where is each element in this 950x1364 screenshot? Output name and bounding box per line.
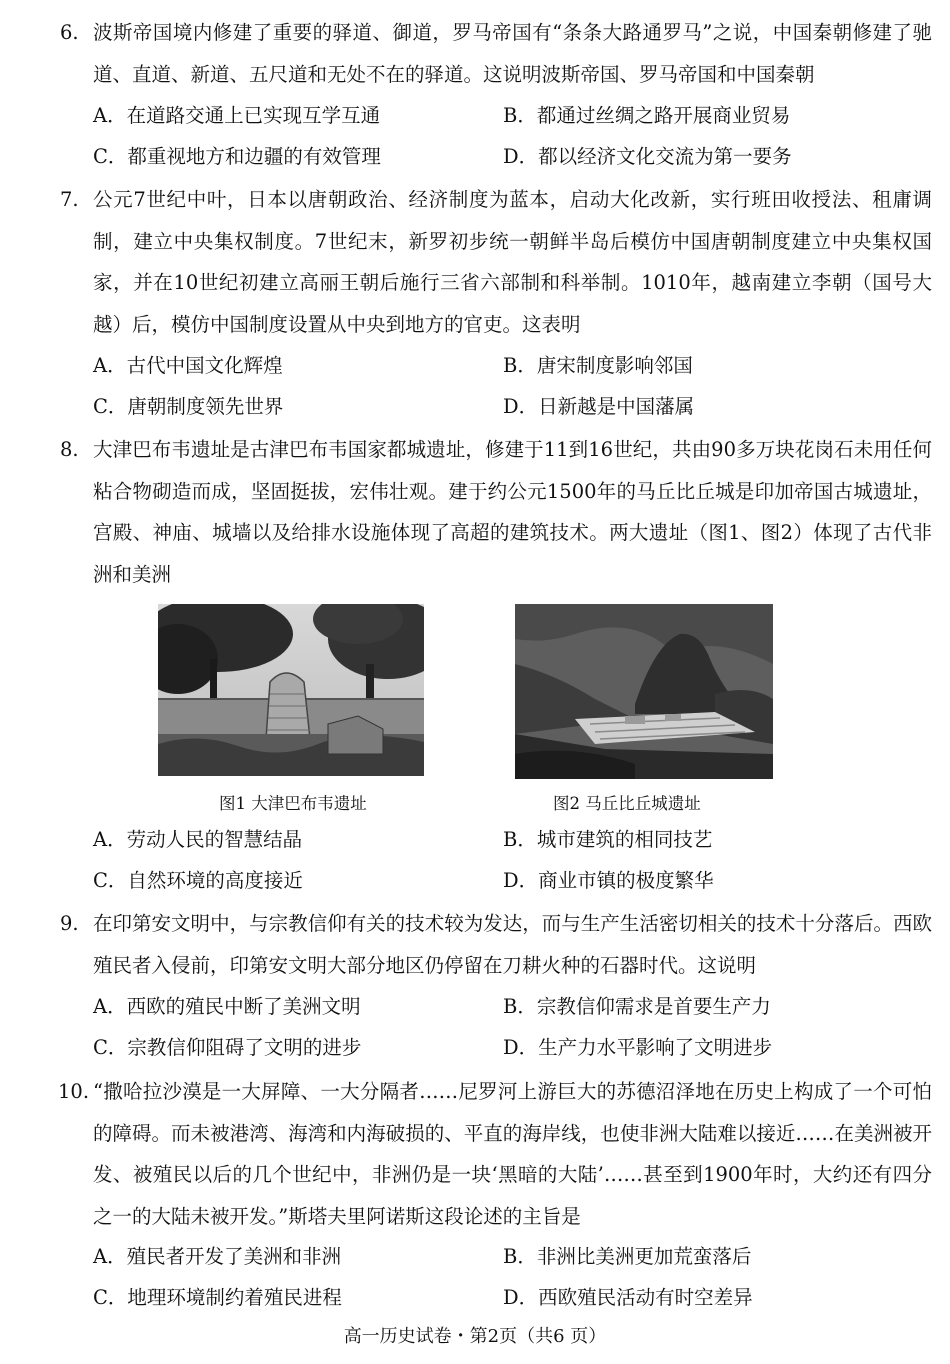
question-number: 9.: [60, 912, 79, 935]
option-c[interactable]: C．地理环境制约着殖民进程: [93, 1286, 342, 1309]
option-c[interactable]: C．自然环境的高度接近: [93, 869, 303, 892]
question-9: [60, 903, 932, 986]
option-a[interactable]: A．西欧的殖民中断了美洲文明: [93, 995, 361, 1018]
question-stem: 在印第安文明中，与宗教信仰有关的技术较为发达，而与生产生活密切相关的技术十分落后。西欧殖民者入侵前，印第安文明大部分地区仍停留在刀耕火种的石器时代。这说明: [93, 912, 932, 977]
question-8: [60, 429, 932, 595]
question-6: [60, 12, 932, 95]
option-c[interactable]: C．都重视地方和边疆的有效管理: [93, 145, 381, 168]
option-a[interactable]: A．古代中国文化辉煌: [93, 354, 283, 377]
figure-2-machu-picchu-photo: [515, 604, 773, 779]
question-stem: 公元7世纪中叶，日本以唐朝政治、经济制度为蓝本，启动大化改新，实行班田收授法、租庸调制，建立中央集权制度。7世纪末，新罗初步统一朝鲜半岛后模仿中国唐朝制度建立中央集权国家，并在10世纪初建立高丽王朝后施行三省六部制和科举制。1010年，越南建立李朝（国号大越）后，模仿中国制度设置从中央到地方的官吏。这表明: [93, 188, 932, 336]
option-b[interactable]: B．城市建筑的相同技艺: [503, 828, 713, 851]
question-number: 8.: [60, 438, 79, 461]
option-b[interactable]: B．宗教信仰需求是首要生产力: [503, 995, 771, 1018]
figure-1-great-zimbabwe-photo: [158, 604, 424, 776]
question-number: 7.: [60, 188, 79, 211]
figure-2-caption: 图2 马丘比丘城遗址: [553, 794, 701, 813]
option-b[interactable]: B．都通过丝绸之路开展商业贸易: [503, 104, 791, 127]
option-b[interactable]: B．唐宋制度影响邻国: [503, 354, 693, 377]
option-b[interactable]: B．非洲比美洲更加荒蛮落后: [503, 1245, 752, 1268]
option-c[interactable]: C．宗教信仰阻碍了文明的进步: [93, 1036, 362, 1059]
option-a[interactable]: A．在道路交通上已实现互学互通: [93, 104, 381, 127]
option-d[interactable]: D．都以经济文化交流为第一要务: [503, 145, 792, 168]
question-number: 10.: [58, 1080, 90, 1103]
figure-1-caption: 图1 大津巴布韦遗址: [219, 794, 367, 813]
option-d[interactable]: D．生产力水平影响了文明进步: [503, 1036, 773, 1059]
page-footer: 高一历史试卷・第2页（共6 页）: [343, 1326, 607, 1347]
question-number: 6.: [60, 21, 79, 44]
question-7: [60, 179, 932, 345]
question-stem: 大津巴布韦遗址是古津巴布韦国家都城遗址，修建于11到16世纪，共由90多万块花岗石未用任何粘合物砌造而成，坚固挺拔，宏伟壮观。建于约公元1500年的马丘比丘城是印加帝国古城遗址，宫殿、神庙、城墙以及给排水设施体现了高超的建筑技术。两大遗址（图1、图2）体现了古代非洲和美洲: [93, 438, 932, 586]
question-stem: “撒哈拉沙漠是一大屏障、一大分隔者……尼罗河上游巨大的苏德沼泽地在历史上构成了一个可怕的障碍。而未被港湾、海湾和内海破损的、平直的海岸线，也使非洲大陆难以接近……在美洲被开发、被殖民以后的几个世纪中，非洲仍是一块‘黑暗的大陆’……甚至到1900年时，大约还有四分之一的大陆未被开发。”斯塔夫里阿诺斯这段论述的主旨是: [93, 1080, 932, 1228]
option-d[interactable]: D．商业市镇的极度繁华: [503, 869, 714, 892]
option-a[interactable]: A．殖民者开发了美洲和非洲: [93, 1245, 342, 1268]
question-10: [58, 1071, 932, 1237]
question-stem: 波斯帝国境内修建了重要的驿道、御道，罗马帝国有“条条大路通罗马”之说，中国秦朝修建了驰道、直道、新道、五尺道和无处不在的驿道。这说明波斯帝国、罗马帝国和中国秦朝: [93, 21, 932, 86]
option-d[interactable]: D．西欧殖民活动有时空差异: [503, 1286, 753, 1309]
option-c[interactable]: C．唐朝制度领先世界: [93, 395, 284, 418]
option-a[interactable]: A．劳动人民的智慧结晶: [93, 828, 303, 851]
option-d[interactable]: D．日新越是中国藩属: [503, 395, 695, 418]
